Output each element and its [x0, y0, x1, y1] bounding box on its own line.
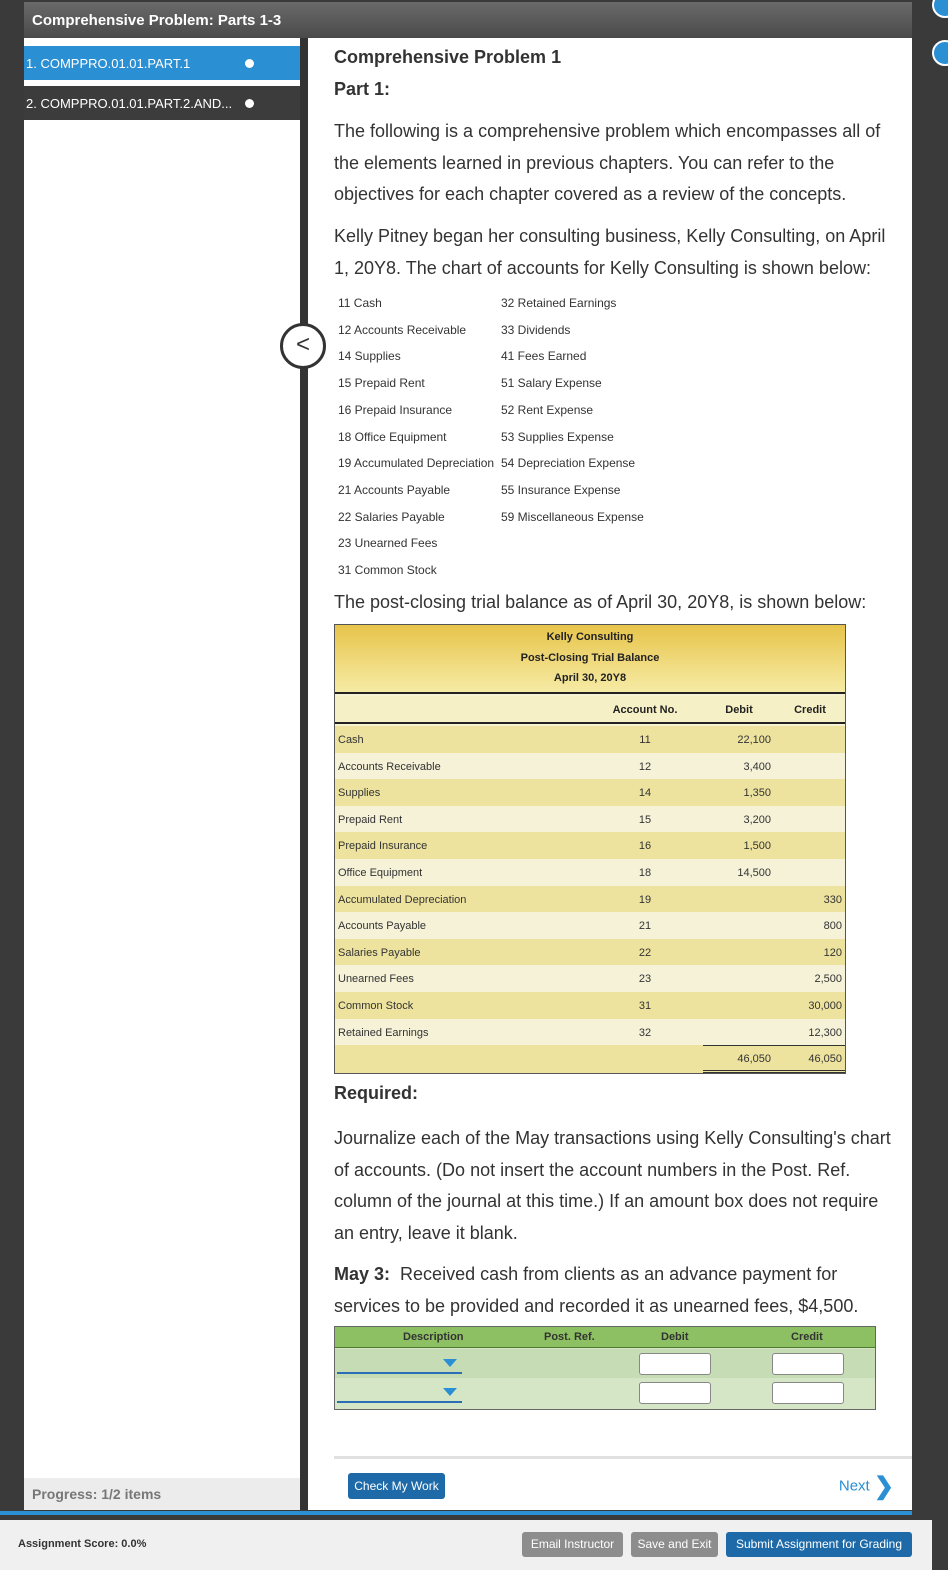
table-row	[335, 939, 845, 966]
trial-balance-table	[334, 624, 846, 1074]
account-item: 31 Common Stock	[338, 563, 437, 577]
account-number: 22	[638, 946, 652, 959]
account-no-header: Account No.	[612, 704, 678, 716]
credit-amount: 12,300	[808, 1026, 842, 1039]
account-name: Prepaid Rent	[338, 813, 403, 826]
account-item: 19 Accumulated Depreciation	[338, 456, 495, 471]
status-dot-icon	[245, 99, 254, 108]
credit-amount: 120	[823, 946, 842, 959]
account-name: Accounts Payable	[338, 920, 427, 933]
account-number: 32	[638, 1026, 652, 1039]
journal-row	[335, 1349, 875, 1378]
account-item: 54 Depreciation Expense	[501, 456, 636, 471]
table-row	[335, 859, 845, 886]
account-number: 11	[639, 734, 651, 746]
credit-amount: 330	[823, 893, 842, 906]
account-item: 53 Supplies Expense	[501, 429, 614, 444]
journal-table	[334, 1326, 876, 1410]
account-name: Accumulated Depreciation	[338, 893, 467, 906]
submit-assignment-button[interactable]: Submit Assignment for Grading	[726, 1532, 912, 1557]
instructions-text: Journalize each of the May transactions using Kelly Consulting's chart of accounts. (Do not insert the account numbers in the Post. Ref. column of the journal at this time.) If an amount box does not require an entry, leave it blank.	[334, 1128, 891, 1243]
account-name: Supplies	[338, 787, 381, 800]
help-icon[interactable]	[932, 0, 948, 18]
debit-amount: 22,100	[737, 734, 771, 746]
debit-header: Debit	[725, 704, 753, 716]
sidebar-divider[interactable]	[300, 38, 308, 1510]
main-panel	[24, 38, 912, 1510]
journal-header	[335, 1327, 875, 1348]
account-item: 18 Office Equipment	[338, 429, 447, 444]
account-name: Retained Earnings	[338, 1026, 429, 1039]
debit-input[interactable]	[639, 1353, 711, 1375]
dropdown-icon	[443, 1359, 457, 1367]
company-name: Kelly Consulting	[546, 631, 634, 643]
description-header: Description	[403, 1331, 464, 1343]
bottom-bar	[0, 1520, 932, 1570]
debit-header: Debit	[661, 1331, 689, 1343]
footer-divider	[334, 1456, 912, 1459]
table-row	[335, 779, 845, 806]
table-row	[335, 806, 845, 833]
account-number: 31	[638, 1000, 652, 1012]
scenario-text: Kelly Pitney began her consulting business, Kelly Consulting, on April 1, 20Y8. The chart of accounts for Kelly Consulting is shown below:	[334, 226, 886, 278]
status-dot-icon	[245, 59, 254, 68]
account-item: 12 Accounts Receivable	[338, 322, 467, 337]
total-credit: 46,050	[808, 1053, 842, 1065]
account-number: 23	[638, 973, 652, 986]
account-select[interactable]	[337, 1382, 462, 1403]
account-item: 33 Dividends	[501, 322, 571, 337]
account-number: 15	[638, 813, 652, 826]
debit-amount: 14,500	[737, 867, 771, 879]
problem-content	[334, 38, 912, 1510]
table-row	[335, 992, 845, 1019]
table-row	[335, 832, 845, 859]
account-item: 32 Retained Earnings	[501, 296, 617, 310]
collapse-sidebar-button[interactable]: <	[280, 323, 326, 369]
account-item: 59 Miscellaneous Expense	[501, 509, 644, 524]
required-heading: Required:	[334, 1083, 419, 1103]
table-row	[335, 886, 845, 913]
next-link[interactable]	[839, 1472, 894, 1501]
debit-amount: 3,200	[743, 813, 771, 826]
transaction-text	[334, 1259, 900, 1322]
credit-input[interactable]	[772, 1382, 844, 1404]
sidebar-item-label: 1. COMPPRO.01.01.PART.1	[26, 56, 191, 71]
dropdown-icon	[443, 1388, 457, 1396]
page-title: Comprehensive Problem 1	[334, 47, 562, 67]
save-and-exit-button[interactable]: Save and Exit	[631, 1532, 718, 1557]
question-icon[interactable]	[932, 40, 948, 66]
statement-name: Post-Closing Trial Balance	[520, 651, 660, 664]
statement-date: April 30, 20Y8	[553, 672, 627, 684]
account-number: 16	[638, 840, 652, 853]
part-title: Part 1:	[334, 79, 391, 99]
credit-amount: 30,000	[808, 1000, 842, 1012]
total-debit: 46,050	[737, 1053, 771, 1065]
account-name: Common Stock	[338, 1000, 414, 1012]
account-select[interactable]	[337, 1353, 462, 1374]
account-item: 16 Prepaid Insurance	[338, 402, 453, 417]
account-name: Unearned Fees	[338, 973, 414, 986]
bottom-accent-rule	[0, 1511, 912, 1515]
sidebar	[24, 38, 300, 1510]
transaction-description: Received cash from clients as an advance payment for services to be provided and recorded it as unearned fees, $4,500.	[334, 1264, 859, 1316]
table-row	[335, 753, 845, 780]
account-name: Salaries Payable	[338, 946, 421, 959]
column-headers	[335, 696, 845, 724]
account-item: 11 Cash	[338, 296, 382, 310]
trial-balance-header	[335, 625, 845, 694]
table-row	[335, 965, 845, 992]
table-row	[335, 912, 845, 939]
account-name: Prepaid Insurance	[338, 840, 428, 853]
account-number: 12	[638, 760, 652, 773]
credit-amount: 2,500	[814, 973, 842, 986]
journal-row	[335, 1378, 875, 1407]
debit-amount: 1,350	[743, 787, 771, 800]
credit-amount: 800	[823, 920, 842, 933]
trial-balance-intro: The post-closing trial balance as of April 30, 20Y8, is shown below:	[334, 592, 867, 612]
transaction-date: May 3:	[334, 1264, 391, 1284]
credit-header: Credit	[791, 1331, 823, 1343]
account-item: 23 Unearned Fees	[338, 536, 438, 551]
account-item: 21 Accounts Payable	[338, 482, 451, 497]
sidebar-item-label: 2. COMPPRO.01.01.PART.2.AND...	[26, 96, 233, 111]
account-name: Cash	[338, 734, 364, 746]
account-item: 55 Insurance Expense	[501, 482, 621, 497]
email-instructor-button[interactable]: Email Instructor	[522, 1532, 623, 1557]
chevron-right-icon: ❯	[873, 1473, 894, 1500]
intro-text: The following is a comprehensive problem which encompasses all of the elements learned in previous chapters. You can refer to the objectives for each chapter covered as a review of the concepts.	[334, 121, 881, 204]
account-name: Accounts Receivable	[338, 760, 441, 773]
account-item: 51 Salary Expense	[501, 376, 602, 391]
account-item: 22 Salaries Payable	[338, 509, 445, 524]
debit-amount: 3,400	[743, 760, 771, 773]
window-title: Comprehensive Problem: Parts 1-3	[24, 2, 912, 38]
debit-input[interactable]	[639, 1382, 711, 1404]
account-number: 21	[638, 920, 652, 933]
account-item: 14 Supplies	[338, 349, 401, 364]
next-label: Next	[838, 1477, 870, 1495]
account-item: 52 Rent Expense	[501, 402, 594, 417]
account-name: Office Equipment	[338, 867, 423, 879]
account-item: 41 Fees Earned	[501, 349, 587, 364]
sidebar-item-part-1[interactable]	[24, 46, 300, 80]
account-number: 14	[638, 787, 652, 800]
credit-input[interactable]	[772, 1353, 844, 1375]
credit-header: Credit	[794, 704, 826, 716]
account-item: 15 Prepaid Rent	[338, 376, 425, 391]
table-row	[335, 1019, 845, 1046]
totals-row	[335, 1045, 845, 1073]
table-row	[335, 726, 845, 753]
sidebar-item-part-2[interactable]	[24, 86, 300, 120]
post-ref-header: Post. Ref.	[544, 1331, 595, 1343]
debit-amount: 1,500	[743, 840, 771, 853]
total-double-rule	[703, 1070, 845, 1073]
progress-indicator: Progress: 1/2 items	[24, 1478, 300, 1510]
account-number: 18	[638, 867, 652, 879]
assignment-score: Assignment Score: 0.0%	[18, 1538, 147, 1550]
check-my-work-button[interactable]: Check My Work	[348, 1473, 445, 1499]
total-rule	[703, 1045, 845, 1046]
account-number: 19	[638, 893, 652, 906]
